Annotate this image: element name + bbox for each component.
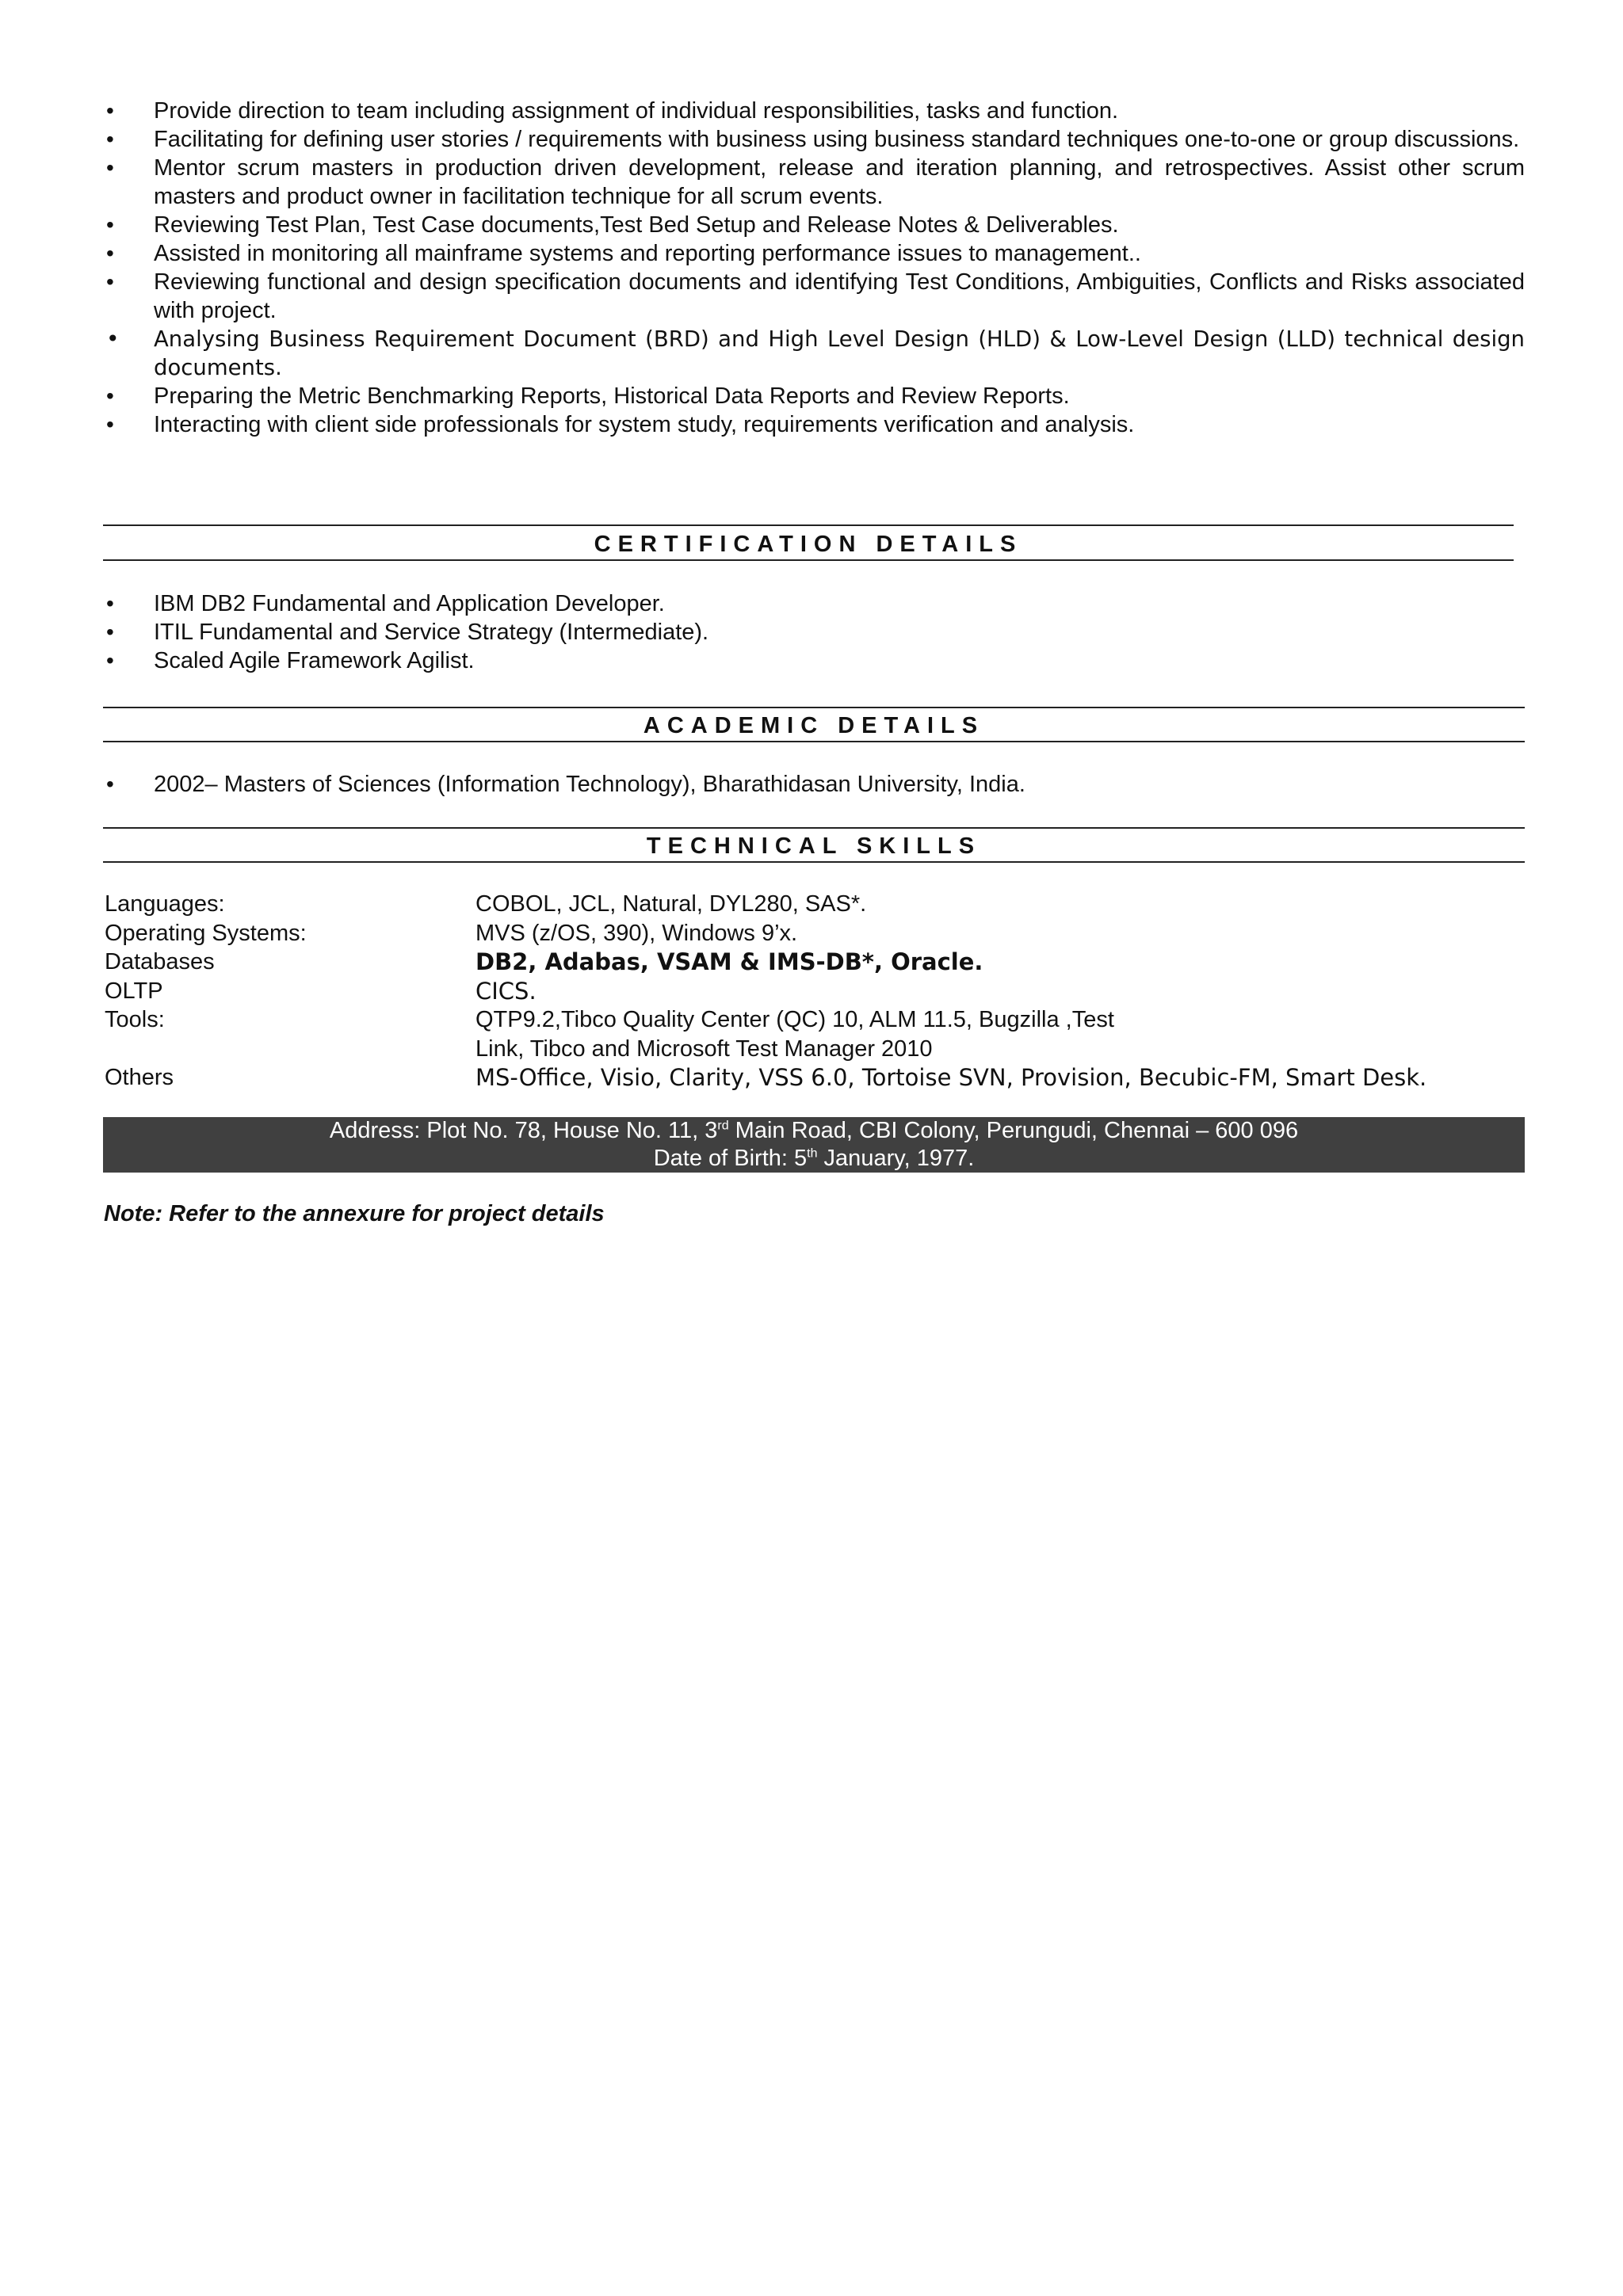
list-item: • Reviewing Test Plan, Test Case documents,Test Bed Setup and Release Notes & Deliverables. xyxy=(103,211,1525,239)
list-item: • Facilitating for defining user stories / requirements with business using business standard techniques one-to-one or group discussions. xyxy=(103,125,1525,154)
skill-value: COBOL, JCL, Natural, DYL280, SAS*. xyxy=(475,891,867,917)
skill-value: QTP9.2,Tibco Quality Center (QC) 10, ALM 11.5, Bugzilla ,Test xyxy=(475,1007,1114,1032)
annexure-note: Note: Refer to the annexure for project details xyxy=(104,1201,605,1226)
skill-value: DB2, Adabas, VSAM & IMS-DB*, Oracle. xyxy=(475,948,983,975)
skill-row xyxy=(105,1035,1531,1064)
list-item: • Scaled Agile Framework Agilist. xyxy=(103,646,1525,675)
list-item: • Mentor scrum masters in production driven development, release and iteration planning, and retrospectives. Assist other scrum masters and product owner in facilitation technique for all scrum events. xyxy=(103,154,1525,211)
list-item: • Preparing the Metric Benchmarking Reports, Historical Data Reports and Review Reports. xyxy=(103,382,1525,410)
list-item: • Analysing Business Requirement Document (BRD) and High Level Design (HLD) & Low-Level Design (LLD) technical design documents. xyxy=(103,325,1525,382)
skill-row xyxy=(105,1005,1531,1035)
certification-heading: CERTIFICATION DETAILS xyxy=(594,532,1023,557)
list-item: • Assisted in monitoring all mainframe systems and reporting performance issues to management.. xyxy=(103,239,1525,268)
skill-label: OLTP xyxy=(105,978,163,1004)
technical-heading: TECHNICAL SKILLS xyxy=(646,833,982,859)
list-item: • 2002– Masters of Sciences (Information Technology), Bharathidasan University, India. xyxy=(103,770,1525,799)
address-line: Address: Plot No. 78, House No. 11, 3rd Main Road, CBI Colony, Perungudi, Chennai – 600 096 xyxy=(329,1118,1299,1143)
list-item: • Interacting with client side professionals for system study, requirements verification and analysis. xyxy=(103,410,1525,439)
skill-row xyxy=(105,919,1531,948)
section-rule xyxy=(103,741,1525,742)
section-rule xyxy=(103,861,1525,863)
skill-row xyxy=(105,1063,1531,1093)
skill-row xyxy=(105,948,1531,977)
section-rule xyxy=(103,827,1525,829)
certification-list xyxy=(103,589,1525,675)
skill-value: MS-Office, Visio, Clarity, VSS 6.0, Tortoise SVN, Provision, Becubic-FM, Smart Desk. xyxy=(475,1064,1427,1091)
skill-label xyxy=(105,1035,475,1064)
list-item: • Reviewing functional and design specification documents and identifying Test Conditions, Ambiguities, Conflicts and Risks associated with project. xyxy=(103,268,1525,325)
list-item: • ITIL Fundamental and Service Strategy (Intermediate). xyxy=(103,618,1525,646)
responsibilities-list xyxy=(103,97,1525,439)
academic-heading: ACADEMIC DETAILS xyxy=(643,713,985,738)
contact-box xyxy=(103,1117,1525,1173)
technical-skills-table xyxy=(105,890,1531,1093)
academic-list xyxy=(103,770,1525,799)
list-item: • IBM DB2 Fundamental and Application Developer. xyxy=(103,589,1525,618)
skill-label: Databases xyxy=(105,949,215,974)
section-rule xyxy=(103,524,1514,526)
skill-label: Operating Systems: xyxy=(105,920,307,946)
section-rule xyxy=(103,707,1525,708)
skill-value: MVS (z/OS, 390), Windows 9’x. xyxy=(475,920,798,946)
skill-label: Others xyxy=(105,1065,174,1090)
dob-line: Date of Birth: 5th January, 1977. xyxy=(653,1146,975,1171)
section-rule xyxy=(103,559,1514,561)
list-item: • Provide direction to team including assignment of individual responsibilities, tasks and function. xyxy=(103,97,1525,125)
skill-row xyxy=(105,977,1531,1006)
skill-value: Link, Tibco and Microsoft Test Manager 2010 xyxy=(475,1035,933,1062)
skill-label: Languages: xyxy=(105,891,225,917)
skill-value: CICS. xyxy=(475,977,537,1005)
skill-row xyxy=(105,890,1531,919)
skill-label: Tools: xyxy=(105,1007,165,1032)
